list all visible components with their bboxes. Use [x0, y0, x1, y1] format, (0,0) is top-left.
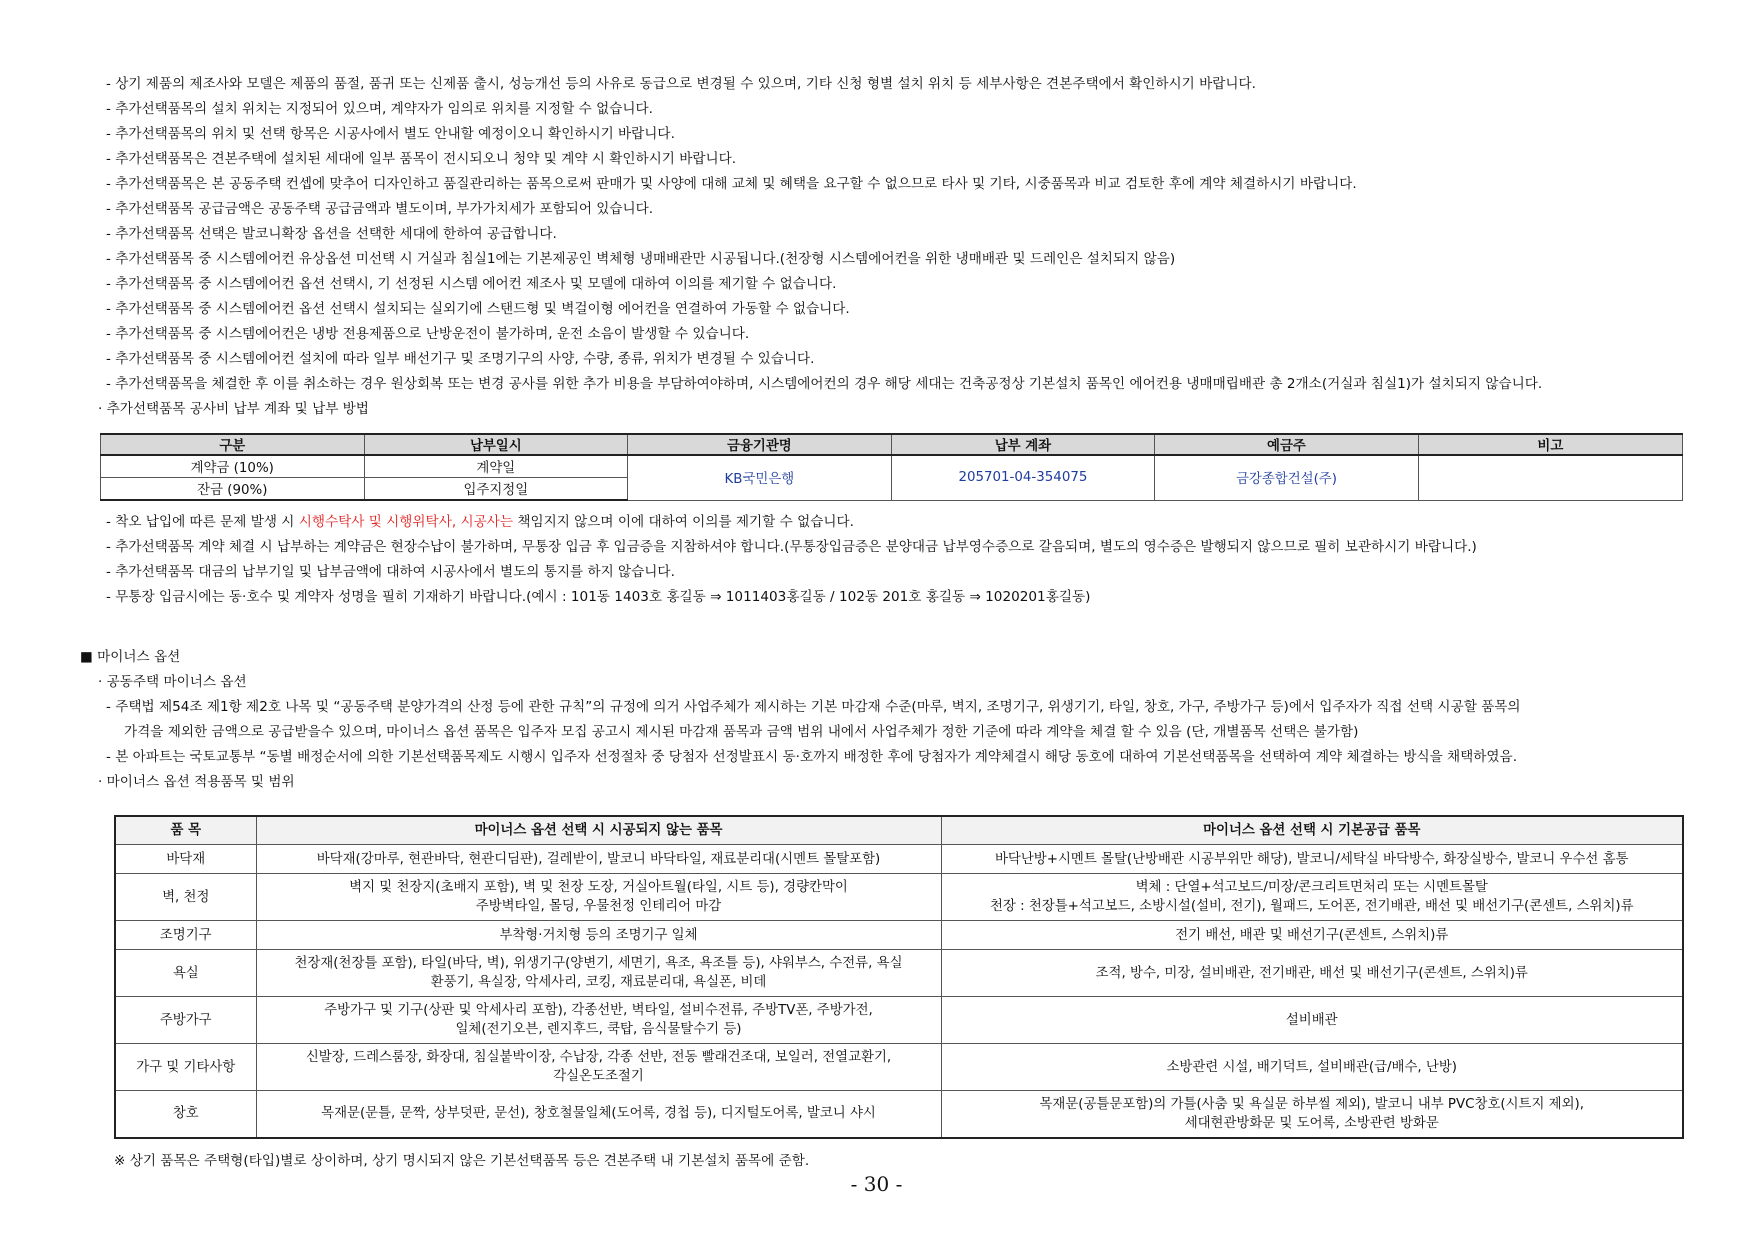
bank-name-cell: KB국민은행: [628, 455, 892, 500]
cell-line: 설비배관: [1285, 1012, 1338, 1028]
supplied-cell: [941, 921, 1683, 950]
col-header-account: 납부 계좌: [891, 434, 1155, 455]
table-header-row: [101, 434, 1683, 455]
table-header-row: [115, 816, 1683, 845]
table-row: [115, 1044, 1683, 1091]
table-row: [115, 997, 1683, 1044]
col-header-supplied: 마이너스 옵션 선택 시 기본공급 품목: [941, 816, 1683, 845]
subsection-heading: · 마이너스 옵션 적용품목 및 범위: [98, 774, 295, 790]
cell-line: 세대현관방화문 및 도어록, 소방관련 방화문: [1184, 1115, 1439, 1131]
note-highlight: 시행수탁사 및 시행위탁사, 시공사는: [298, 514, 513, 530]
note-line: - 추가선택품목 공급금액은 공동주택 공급금액과 별도이며, 부가가치세가 포함되어 있습니다.: [106, 201, 654, 217]
excluded-cell: [256, 1044, 941, 1091]
note-prefix: - 착오 납입에 따른 문제 발생 시: [106, 514, 299, 530]
cell-line: 목재문(문틀, 문짝, 상부덧판, 문선), 창호철물일체(도어록, 경첩 등), 디지털도어록, 발코니 샤시: [321, 1106, 876, 1122]
note-line: - 상기 제품의 제조사와 모델은 제품의 품절, 품귀 또는 신제품 출시, 성능개선 등의 사유로 동급으로 변경될 수 있으며, 기타 신청 형별 설치 위치 등 세부사항은 견본주택에서 확인하시기 바랍니다.: [106, 76, 1256, 92]
item-cell: 주방가구: [115, 997, 256, 1044]
table-row: [115, 950, 1683, 997]
note-line: - 주택법 제54조 제1항 제2호 나목 및 “공동주택 분양가격의 산정 등에 관한 규칙”의 규정에 의거 사업주체가 제시하는 기본 마감재 수준(마루, 벽지, 조명기구, 위생기기, 타일, 창호, 가구, 주방가구 등)에서 입주자가 직접 선택 시공할 품목의: [106, 699, 1521, 715]
note-line: - 추가선택품목 중 시스템에어컨 설치에 따라 일부 배선기구 및 조명기구의 사양, 수량, 종류, 위치가 변경될 수 있습니다.: [106, 351, 815, 367]
table-row: [115, 921, 1683, 950]
table-row: [115, 1091, 1683, 1138]
cell-line: 신발장, 드레스룸장, 화장대, 침실붙박이장, 수납장, 각종 선반, 전동 빨래건조대, 보일러, 전열교환기,: [305, 1050, 892, 1065]
table-row: [101, 455, 1683, 478]
payment-date-cell: 계약일: [364, 455, 628, 478]
note-line: - 추가선택품목의 위치 및 선택 항목은 시공사에서 별도 안내할 예정이오니 확인하시기 바랍니다.: [106, 126, 675, 142]
subsection-heading: · 공동주택 마이너스 옵션: [98, 674, 247, 690]
item-cell: 조명기구: [115, 921, 256, 950]
table-row: [115, 874, 1683, 921]
note-line: - 추가선택품목의 설치 위치는 지정되어 있으며, 계약자가 임의로 위치를 지정할 수 없습니다.: [106, 101, 653, 117]
remark-cell: [1418, 455, 1682, 500]
excluded-cell: [256, 874, 941, 921]
supplied-cell: [941, 1044, 1683, 1091]
col-header-item: 품 목: [115, 816, 256, 845]
cell-line: 부착형·거치형 등의 조명기구 일체: [499, 927, 698, 943]
cell-line: 바닥난방+시멘트 몰탈(난방배관 시공부위만 해당), 발코니/세탁실 바닥방수, 화장실방수, 발코니 우수선 홈통: [995, 851, 1629, 867]
minus-option-notes: [98, 670, 1698, 795]
payment-date-cell: 입주지정일: [364, 478, 628, 501]
col-header-date: 납부일시: [364, 434, 628, 455]
note-line: - 추가선택품목을 체결한 후 이를 취소하는 경우 원상회복 또는 변경 공사를 위한 추가 비용을 부담하여야하며, 시스템에어컨의 경우 해당 세대는 건축공정상 기본설치 품목인 에어컨용 냉매매립배관 총 2개소(거실과 침실1)가 설치되지 않습니다.: [106, 376, 1543, 392]
payment-type-cell: 잔금 (90%): [101, 478, 365, 501]
note-line: - 무통장 입금시에는 동·호수 및 계약자 성명을 필히 기재하기 바랍니다.(예시 : 101동 1403호 홍길동 ⇒ 1011403홍길동 / 102동 201호 홍길동 ⇒ 1020201홍길동): [106, 589, 1091, 605]
note-line: [106, 510, 1706, 535]
cell-line: 환풍기, 욕실장, 악세사리, 코킹, 재료분리대, 욕실폰, 비데: [430, 975, 767, 990]
item-cell: 가구 및 기타사항: [115, 1044, 256, 1091]
note-line: - 추가선택품목 계약 체결 시 납부하는 계약금은 현장수납이 불가하며, 무통장 입금 후 입금증을 지참하셔야 합니다.(무통장입금증은 분양대금 납부영수증으로 갈음되며, 별도의 영수증은 발행되지 않으므로 필히 보관하시기 바랍니다.): [106, 539, 1477, 555]
col-header-type: 구분: [101, 434, 365, 455]
note-line: - 추가선택품목은 본 공동주택 컨셉에 맞추어 디자인하고 품질관리하는 품목으로써 판매가 및 사양에 대해 교체 및 혜택을 요구할 수 없으므로 타사 및 기타, 시중품목과 비교 검토한 후에 계약 체결하시기 바랍니다.: [106, 176, 1357, 192]
cell-line: 천장재(천장틀 포함), 타일(바닥, 벽), 위생기구(양변기, 세면기, 욕조, 욕조틀 등), 샤워부스, 수전류, 욕실: [294, 956, 903, 971]
section-title: ■ 마이너스 옵션: [80, 649, 181, 665]
note-line: - 추가선택품목 대금의 납부기일 및 납부금액에 대하여 시공사에서 별도의 통지를 하지 않습니다.: [106, 564, 675, 580]
supplied-cell: [941, 845, 1683, 874]
payment-type-cell: 계약금 (10%): [101, 455, 365, 478]
cell-line: 주방벽타일, 몰딩, 우물천정 인테리어 마감: [475, 899, 722, 914]
cell-line: 천장 : 천장틀+석고보드, 소방시설(설비, 전기), 월패드, 도어폰, 전기배관, 배선 및 배선기구(콘센트, 스위치)류: [989, 899, 1634, 914]
cell-line: 바닥재(강마루, 현관바닥, 현관디딤판), 걸레받이, 발코니 바닥타일, 재료분리대(시멘트 몰탈포함): [316, 851, 881, 867]
note-line: - 본 아파트는 국토교통부 “동별 배정순서에 의한 기본선택품목제도 시행시 입주자 선정절차 중 당첨자 선정발표시 동·호까지 배정한 후에 당첨자가 계약체결시 해당 동호에 대하여 기본선택품목을 선택하여 계약 체결하는 방식을 채택하였음.: [106, 749, 1518, 765]
supplied-cell: [941, 997, 1683, 1044]
col-header-bank: 금융기관명: [628, 434, 892, 455]
supplied-cell: [941, 1091, 1683, 1138]
item-cell: 욕실: [115, 950, 256, 997]
excluded-cell: [256, 845, 941, 874]
minus-option-table: [114, 815, 1684, 1139]
note-line: - 추가선택품목 중 시스템에어컨 옵션 선택시, 기 선정된 시스템 에어컨 제조사 및 모델에 대하여 이의를 제기할 수 없습니다.: [106, 276, 837, 292]
note-line: - 추가선택품목 중 시스템에어컨은 냉방 전용제품으로 난방운전이 불가하며, 운전 소음이 발생할 수 있습니다.: [106, 326, 750, 342]
supplied-cell: [941, 874, 1683, 921]
page-number: - 30 -: [850, 1172, 903, 1196]
excluded-cell: [256, 1091, 941, 1138]
cell-line: 전기 배선, 배관 및 배선기구(콘센트, 스위치)류: [1175, 927, 1449, 943]
payment-account-table: [100, 433, 1683, 501]
table-row: [115, 845, 1683, 874]
note-line: - 추가선택품목 중 시스템에어컨 옵션 선택시 설치되는 실외기에 스탠드형 및 벽걸이형 에어컨을 연결하여 가동할 수 없습니다.: [106, 301, 850, 317]
account-number-cell: 205701-04-354075: [891, 455, 1155, 500]
cell-line: 소방관련 시설, 배기덕트, 설비배관(급/배수, 난방): [1166, 1059, 1458, 1075]
col-header-remark: 비고: [1418, 434, 1682, 455]
cell-line: 조적, 방수, 미장, 설비배관, 전기배관, 배선 및 배선기구(콘센트, 스위치)류: [1095, 965, 1528, 981]
cell-line: 주방가구 및 기구(상판 및 악세사리 포함), 각종선반, 벽타일, 설비수전류, 주방TV폰, 주방가전,: [324, 1003, 873, 1018]
cell-line: 벽체 : 단열+석고보드/미장/콘크리트면처리 또는 시멘트몰탈: [1135, 880, 1488, 895]
item-cell: 벽, 천정: [115, 874, 256, 921]
payment-method-heading: · 추가선택품목 공사비 납부 계좌 및 납부 방법: [98, 401, 369, 417]
payment-notes: [106, 510, 1706, 610]
note-line: - 추가선택품목 중 시스템에어컨 유상옵션 미선택 시 거실과 침실1에는 기본제공인 벽체형 냉매배관만 시공됩니다.(천장형 시스템에어컨을 위한 냉매배관 및 드레인은 설치되지 않음): [106, 251, 1176, 267]
note-suffix: 책임지지 않으며 이에 대하여 이의를 제기할 수 없습니다.: [513, 514, 854, 530]
cell-line: 목재문(공틀문포함)의 가틀(사춤 및 욕실문 하부씰 제외), 발코니 내부 PVC창호(시트지 제외),: [1039, 1096, 1585, 1112]
cell-line: 일체(전기오븐, 렌지후드, 쿡탑, 음식물탈수기 등): [455, 1022, 742, 1037]
col-header-excluded: 마이너스 옵션 선택 시 시공되지 않는 품목: [256, 816, 941, 845]
footnote: ※ 상기 품목은 주택형(타입)별로 상이하며, 상기 명시되지 않은 기본선택품목 등은 견본주택 내 기본설치 품목에 준함.: [114, 1153, 810, 1169]
account-holder-cell: 금강종합건설(주): [1155, 455, 1419, 500]
cell-line: 각실온도조절기: [553, 1069, 644, 1084]
note-line: - 추가선택품목 선택은 발코니확장 옵션을 선택한 세대에 한하여 공급합니다.: [106, 226, 557, 242]
excluded-cell: [256, 997, 941, 1044]
cell-line: 벽지 및 천장지(초배지 포함), 벽 및 천장 도장, 거실아트월(타일, 시트 등), 경량칸막이: [349, 880, 848, 895]
excluded-cell: [256, 950, 941, 997]
optional-item-notes: [98, 72, 1706, 422]
col-header-holder: 예금주: [1155, 434, 1419, 455]
excluded-cell: [256, 921, 941, 950]
note-line: - 추가선택품목은 견본주택에 설치된 세대에 일부 품목이 전시되오니 청약 및 계약 시 확인하시기 바랍니다.: [106, 151, 737, 167]
item-cell: 창호: [115, 1091, 256, 1138]
supplied-cell: [941, 950, 1683, 997]
item-cell: 바닥재: [115, 845, 256, 874]
note-line: 가격을 제외한 금액으로 공급받을수 있으며, 마이너스 옵션 품목은 입주자 모집 공고시 제시된 마감재 품목과 금액 범위 내에서 사업주체가 정한 기준에 따라 계약을 체결 할 수 있음 (단, 개별품목 선택은 불가함): [124, 724, 1359, 740]
